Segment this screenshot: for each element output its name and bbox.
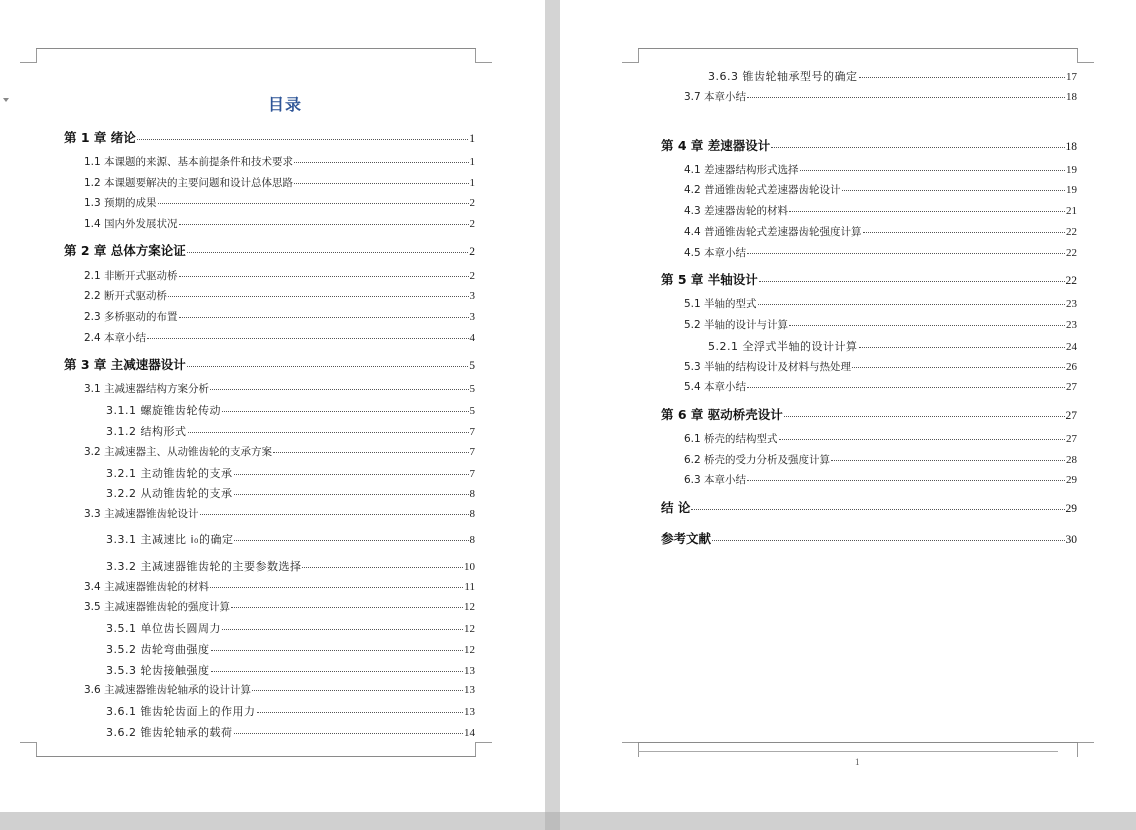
toc-chapter-entry[interactable] — [661, 529, 1077, 547]
toc-leader-dots — [789, 211, 1065, 212]
toc-leader-dots — [211, 671, 464, 672]
toc-leader-dots — [179, 276, 469, 277]
toc-leader-dots — [222, 411, 469, 412]
toc-leader-dots — [234, 474, 469, 475]
toc-chapter-entry[interactable] — [64, 241, 475, 259]
toc-entry-page: 13 — [464, 706, 475, 718]
toc-leader-dots — [210, 389, 468, 390]
toc-entry-page: 30 — [1065, 534, 1077, 546]
toc-leader-dots — [158, 203, 469, 204]
toc-entry-label: 第 3 章 主减速器设计 — [64, 357, 186, 372]
toc-entry-label: 4.1 差速器结构形式选择 — [684, 164, 799, 176]
toc-entry-page: 5 — [469, 383, 475, 395]
crop-mark — [1077, 742, 1094, 757]
toc-leader-dots — [294, 162, 468, 163]
crop-mark — [20, 48, 37, 63]
crop-mark — [475, 742, 492, 757]
toc-leader-dots — [759, 281, 1065, 282]
toc-entry-page: 22 — [1065, 275, 1077, 287]
toc-entry[interactable] — [106, 620, 475, 636]
toc-entry[interactable] — [684, 162, 1077, 177]
toc-entry-label: 第 4 章 差速器设计 — [661, 138, 771, 153]
toc-entry-label: 第 1 章 绪论 — [64, 130, 136, 145]
toc-entry[interactable] — [84, 288, 475, 303]
toc-leader-dots — [691, 509, 1064, 510]
toc-leader-dots — [252, 690, 463, 691]
toc-leader-dots — [234, 540, 468, 541]
toc-entry[interactable] — [684, 296, 1077, 311]
toc-entry-label: 3.3 主减速器锥齿轮设计 — [84, 508, 199, 520]
footer-rule — [638, 751, 1058, 752]
toc-chapter-entry[interactable] — [661, 136, 1077, 154]
toc-entry[interactable] — [684, 317, 1077, 332]
toc-entry-label: 3.6.2 锥齿轮轴承的载荷 — [106, 726, 233, 739]
toc-entry-label: 3.1.1 螺旋锥齿轮传动 — [106, 404, 221, 417]
toc-entry[interactable] — [106, 641, 475, 657]
toc-entry-label: 第 2 章 总体方案论证 — [64, 243, 186, 258]
toc-entry[interactable] — [684, 245, 1077, 260]
toc-leader-dots — [147, 338, 468, 339]
toc-leader-dots — [842, 190, 1065, 191]
toc-entry-page: 18 — [1065, 141, 1077, 153]
toc-entry-page: 8 — [469, 508, 475, 520]
toc-leader-dots — [747, 97, 1065, 98]
toc-entry-label: 5.3 半轴的结构设计及材料与热处理 — [684, 361, 852, 373]
header-rule — [36, 48, 476, 49]
toc-entry-label: 5.2.1 全浮式半轴的设计计算 — [708, 340, 858, 353]
toc-entry[interactable] — [684, 452, 1077, 467]
toc-entry-page: 5 — [469, 360, 475, 372]
toc-leader-dots — [234, 494, 469, 495]
toc-entry[interactable] — [106, 558, 475, 574]
toc-leader-dots — [200, 514, 469, 515]
toc-entry-page: 1 — [469, 156, 475, 168]
toc-leader-dots — [137, 139, 468, 140]
toc-entry-page: 17 — [1066, 71, 1077, 83]
toc-leader-dots — [747, 253, 1065, 254]
toc-entry-label: 5.4 本章小结 — [684, 381, 747, 393]
toc-entry-page: 13 — [464, 665, 475, 677]
toc-entry-page: 7 — [469, 426, 475, 438]
toc-entry-page: 2 — [469, 218, 475, 230]
toc-entry-page: 10 — [464, 561, 475, 573]
page-gap — [545, 0, 560, 830]
toc-entry-label: 2.1 非断开式驱动桥 — [84, 270, 178, 282]
toc-leader-dots — [294, 183, 468, 184]
toc-entry-label: 3.6 主减速器锥齿轮轴承的设计计算 — [84, 684, 252, 696]
toc-entry[interactable] — [684, 431, 1077, 446]
toc-entry-page: 2 — [469, 246, 475, 258]
toc-entry-page: 2 — [469, 270, 475, 282]
toc-entry-label: 6.1 桥壳的结构型式 — [684, 433, 778, 445]
toc-entry-label: 3.4 主减速器锥齿轮的材料 — [84, 581, 210, 593]
toc-entry-page: 14 — [464, 727, 475, 739]
toc-entry-label: 3.1.2 结构形式 — [106, 425, 187, 438]
toc-entry-page: 7 — [469, 446, 475, 458]
toc-entry-page: 19 — [1066, 184, 1077, 196]
toc-entry-page: 3 — [469, 290, 475, 302]
toc-leader-dots — [257, 712, 464, 713]
toc-entry-label: 第 6 章 驱动桥壳设计 — [661, 407, 783, 422]
toc-entry-page: 3 — [469, 311, 475, 323]
footer-rule — [36, 756, 476, 757]
toc-leader-dots — [222, 629, 463, 630]
toc-entry-label: 3.5.2 齿轮弯曲强度 — [106, 643, 210, 656]
toc-entry-label: 第 5 章 半轴设计 — [661, 272, 758, 287]
footer-rule — [638, 742, 1078, 743]
toc-entry-page: 24 — [1066, 341, 1077, 353]
toc-entry-page: 28 — [1066, 454, 1077, 466]
toc-entry[interactable] — [684, 379, 1077, 394]
margin-marker-icon — [3, 98, 9, 102]
toc-leader-dots — [747, 387, 1065, 388]
crop-mark — [622, 48, 639, 63]
toc-leader-dots — [179, 224, 469, 225]
toc-entry-page: 27 — [1066, 433, 1077, 445]
toc-entry-page: 19 — [1066, 164, 1077, 176]
toc-leader-dots — [273, 452, 468, 453]
toc-entry[interactable] — [106, 402, 475, 418]
toc-entry-label: 3.2 主减速器主、从动锥齿轮的支承方案 — [84, 446, 273, 458]
toc-entry-page: 4 — [469, 332, 475, 344]
toc-entry[interactable] — [684, 182, 1077, 197]
footer-page-number: 1 — [855, 757, 860, 767]
toc-entry-page: 12 — [464, 623, 475, 635]
toc-entry-page: 12 — [464, 601, 475, 613]
toc-entry-label: 1.3 预期的成果 — [84, 197, 157, 209]
toc-chapter-entry[interactable] — [661, 405, 1077, 423]
toc-entry-page: 5 — [469, 405, 475, 417]
toc-entry-label: 3.5.3 轮齿接触强度 — [106, 664, 210, 677]
toc-leader-dots — [831, 460, 1065, 461]
toc-leader-dots — [211, 650, 464, 651]
toc-entry-label: 2.4 本章小结 — [84, 332, 147, 344]
toc-entry-page: 12 — [464, 644, 475, 656]
toc-leader-dots — [187, 366, 468, 367]
toc-entry[interactable] — [684, 472, 1077, 487]
toc-entry[interactable] — [84, 506, 475, 521]
toc-leader-dots — [210, 587, 463, 588]
toc-leader-dots — [758, 304, 1065, 305]
toc-entry-page: 7 — [469, 468, 475, 480]
toc-leader-dots — [747, 480, 1065, 481]
toc-leader-dots — [789, 325, 1065, 326]
toc-entry-label: 参考文献 — [661, 531, 712, 546]
toc-entry-label: 3.2.1 主动锥齿轮的支承 — [106, 467, 233, 480]
toc-entry-label: 2.2 断开式驱动桥 — [84, 290, 168, 302]
toc-entry[interactable] — [684, 359, 1077, 374]
toc-leader-dots — [302, 567, 463, 568]
toc-leader-dots — [771, 147, 1064, 148]
toc-entry-label: 3.3.1 主减速比 i₀的确定 — [106, 533, 234, 546]
toc-entry-label: 1.4 国内外发展状况 — [84, 218, 178, 230]
toc-leader-dots — [234, 733, 464, 734]
toc-entry-label: 5.2 半轴的设计与计算 — [684, 319, 789, 331]
toc-entry[interactable] — [106, 485, 475, 501]
toc-chapter-entry[interactable] — [661, 270, 1077, 288]
toc-entry[interactable] — [84, 599, 475, 614]
toc-entry-page: 1 — [469, 133, 475, 145]
toc-entry[interactable] — [84, 444, 475, 459]
toc-entry-label: 3.7 本章小结 — [684, 91, 747, 103]
toc-entry-page: 27 — [1066, 381, 1077, 393]
crop-mark — [1077, 48, 1094, 63]
toc-entry-page: 8 — [469, 488, 475, 500]
toc-leader-dots — [859, 347, 1066, 348]
toc-entry[interactable] — [84, 309, 475, 324]
toc-entry-label: 4.4 普通锥齿轮式差速器齿轮强度计算 — [684, 226, 862, 238]
toc-entry-label: 结 论 — [661, 500, 691, 515]
toc-entry[interactable] — [84, 330, 475, 345]
toc-leader-dots — [859, 77, 1066, 78]
toc-entry[interactable] — [106, 724, 475, 740]
header-rule — [638, 48, 1078, 49]
toc-leader-dots — [179, 317, 469, 318]
toc-entry[interactable] — [106, 423, 475, 439]
toc-entry-page: 13 — [464, 684, 475, 696]
toc-leader-dots — [231, 607, 463, 608]
toc-entry[interactable] — [84, 175, 475, 190]
toc-leader-dots — [852, 367, 1065, 368]
toc-entry-label: 3.3.2 主减速器锥齿轮的主要参数选择 — [106, 560, 302, 573]
toc-leader-dots — [168, 296, 468, 297]
toc-entry[interactable] — [684, 203, 1077, 218]
toc-entry[interactable] — [684, 224, 1077, 239]
toc-chapter-entry[interactable] — [64, 128, 475, 146]
toc-entry[interactable] — [106, 703, 475, 719]
toc-entry[interactable] — [84, 195, 475, 210]
toc-entry[interactable] — [84, 579, 475, 594]
toc-entry-label: 3.5 主减速器锥齿轮的强度计算 — [84, 601, 231, 613]
toc-entry-page: 8 — [469, 534, 475, 546]
toc-entry-label: 5.1 半轴的型式 — [684, 298, 757, 310]
toc-chapter-entry[interactable] — [64, 355, 475, 373]
toc-entry-page: 11 — [464, 581, 475, 593]
toc-entry-label: 1.1 本课题的来源、基本前提条件和技术要求 — [84, 156, 294, 168]
toc-entry[interactable] — [708, 338, 1077, 354]
toc-entry-label: 6.3 本章小结 — [684, 474, 747, 486]
toc-entry-page: 21 — [1066, 205, 1077, 217]
toc-entry-page: 29 — [1065, 503, 1077, 515]
toc-entry[interactable] — [84, 682, 475, 697]
toc-entry[interactable] — [84, 154, 475, 169]
toc-entry-label: 4.3 差速器齿轮的材料 — [684, 205, 789, 217]
toc-title: 目录 — [267, 95, 302, 114]
toc-entry-page: 27 — [1065, 410, 1077, 422]
toc-entry-page: 1 — [469, 177, 475, 189]
workspace-bottom — [0, 812, 1136, 830]
toc-entry[interactable] — [708, 68, 1077, 84]
toc-leader-dots — [784, 416, 1065, 417]
crop-mark — [475, 48, 492, 63]
toc-entry[interactable] — [684, 89, 1077, 104]
toc-leader-dots — [800, 170, 1065, 171]
toc-entry[interactable] — [106, 465, 475, 481]
toc-entry[interactable] — [106, 531, 475, 547]
toc-entry[interactable] — [84, 216, 475, 231]
toc-entry-label: 3.2.2 从动锥齿轮的支承 — [106, 487, 233, 500]
toc-entry-label: 2.3 多桥驱动的布置 — [84, 311, 178, 323]
toc-entry-label: 3.6.1 锥齿轮齿面上的作用力 — [106, 705, 256, 718]
toc-entry-label: 3.5.1 单位齿长圆周力 — [106, 622, 221, 635]
toc-entry-page: 23 — [1066, 319, 1077, 331]
toc-entry-page: 18 — [1066, 91, 1077, 103]
toc-entry-label: 1.2 本课题要解决的主要问题和设计总体思路 — [84, 177, 294, 189]
toc-entry-page: 23 — [1066, 298, 1077, 310]
toc-entry-page: 22 — [1066, 226, 1077, 238]
toc-entry-label: 3.6.3 锥齿轮轴承型号的确定 — [708, 70, 858, 83]
toc-leader-dots — [187, 252, 468, 253]
toc-entry[interactable] — [84, 381, 475, 396]
toc-entry[interactable] — [84, 268, 475, 283]
toc-entry-page: 26 — [1066, 361, 1077, 373]
crop-mark — [622, 742, 639, 757]
toc-entry-label: 6.2 桥壳的受力分析及强度计算 — [684, 454, 831, 466]
toc-entry-label: 4.5 本章小结 — [684, 247, 747, 259]
toc-entry-label: 4.2 普通锥齿轮式差速器齿轮设计 — [684, 184, 841, 196]
toc-leader-dots — [863, 232, 1065, 233]
toc-entry-label: 3.1 主减速器结构方案分析 — [84, 383, 210, 395]
toc-leader-dots — [712, 540, 1064, 541]
toc-entry-page: 22 — [1066, 247, 1077, 259]
toc-entry-page: 29 — [1066, 474, 1077, 486]
toc-entry-page: 2 — [469, 197, 475, 209]
toc-leader-dots — [188, 432, 469, 433]
crop-mark — [20, 742, 37, 757]
toc-leader-dots — [779, 439, 1065, 440]
toc-entry[interactable] — [106, 662, 475, 678]
toc-chapter-entry[interactable] — [661, 498, 1077, 516]
